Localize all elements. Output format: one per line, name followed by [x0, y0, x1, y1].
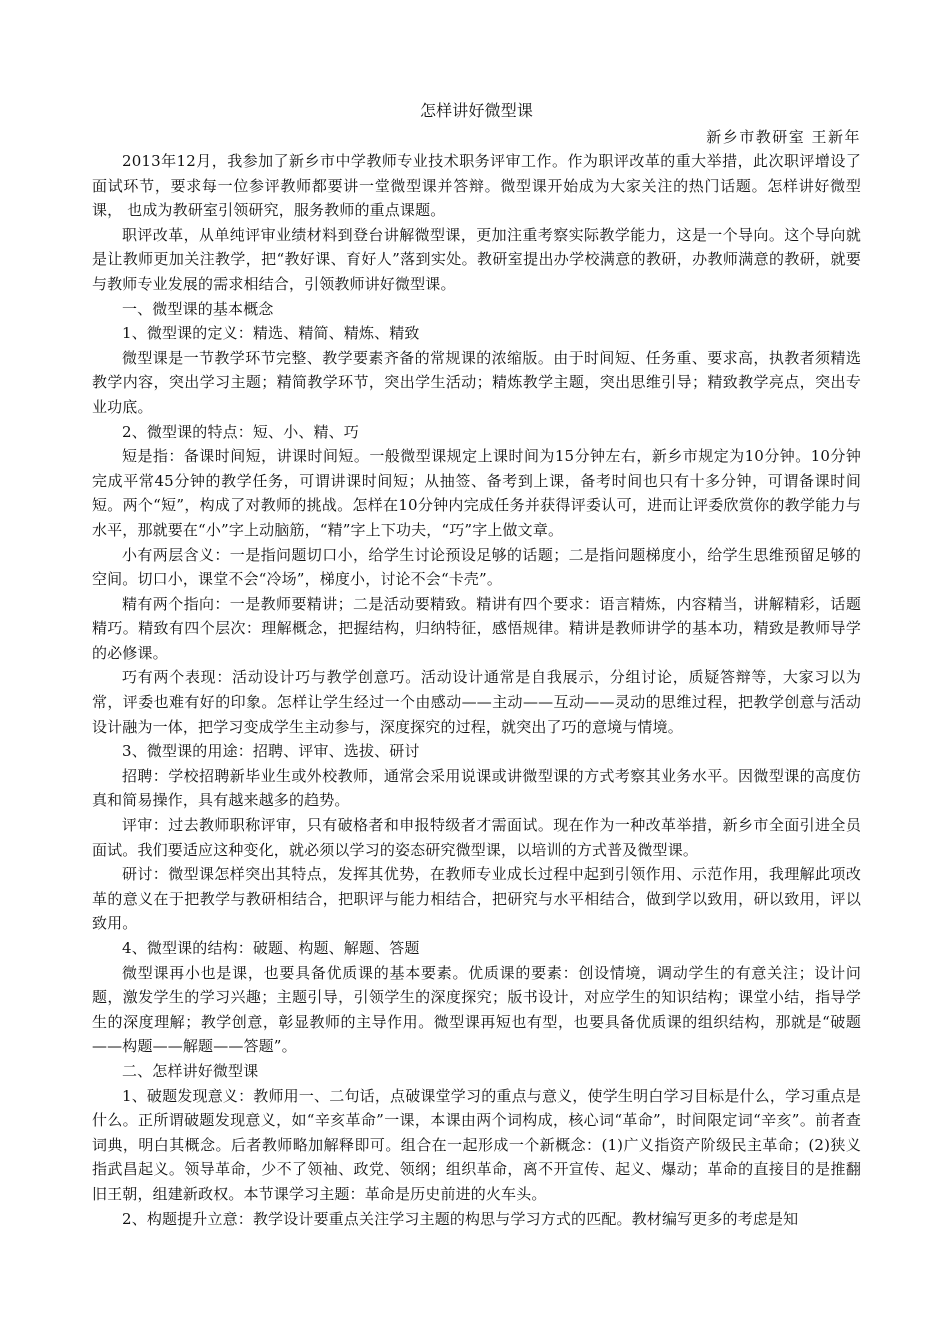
paragraph: 2013年12月，我参加了新乡市中学教师专业技术职务评审工作。作为职评改革的重大举措，此次职评增设了面试环节，要求每一位参评教师都要讲一堂微型课并答辩。微型课开始成为大家关注的热门话题。怎样讲好微型课， 也成为教研室引领研究，服务教师的重点课题。 — [92, 152, 861, 220]
paragraph: 2、构题提升立意：教学设计要重点关注学习主题的构思与学习方式的匹配。教材编写更多的考虑是知 — [122, 1209, 799, 1228]
paragraph: 微型课是一节教学环节完整、教学要素齐备的常规课的浓缩版。由于时间短、任务重、要求高，执教者须精选教学内容，突出学习主题；精简教学环节，突出学生活动；精炼教学主题，突出思维引导；精致教学亮点，突出专业功底。 — [92, 348, 861, 416]
subsection-heading: 2、微型课的特点：短、小、精、巧 — [122, 422, 359, 441]
author-line: 新乡市教研室 王新年 — [706, 128, 861, 146]
paragraph: 巧有两个表现：活动设计巧与教学创意巧。活动设计通常是自我展示，分组讨论，质疑答辩等，大家习以为常，评委也难有好的印象。怎样让学生经过一个由感动——主动——互动——灵动的思维过程，把教学创意与活动设计融为一体，把学习变成学生主动参与，深度探究的过程，就突出了巧的意境与情境。 — [92, 668, 861, 736]
section-heading: 一、微型课的基本概念 — [122, 299, 274, 318]
document-title: 怎样讲好微型课 — [419, 101, 534, 120]
subsection-heading: 3、微型课的用途：招聘、评审、选拔、研讨 — [122, 742, 420, 761]
paragraph: 短是指：备课时间短，讲课时间短。一般微型课规定上课时间为15分钟左右，新乡市规定为10分钟。10分钟完成平常45分钟的教学任务，可谓讲课时间短；从抽签、备考到上课，备考时间也只有十多分钟，可谓备课时间短。两个“短”，构成了对教师的挑战。怎样在10分钟内完成任务并获得评委认可，进而让评委欣赏你的教学能力与水平，那就要在“小”字上动脑筋，“精”字上下功夫，“巧”字上做文章。 — [92, 447, 861, 539]
section-heading: 二、怎样讲好微型课 — [122, 1061, 259, 1080]
paragraph: 1、破题发现意义：教师用一、二句话，点破课堂学习的重点与意义，使学生明白学习目标是什么，学习重点是什么。正所谓破题发现意义，如“辛亥革命”一课，本课由两个词构成，核心词“革命”，时间限定词“辛亥”。前者查词典，明白其概念。后者教师略加解释即可。组合在一起形成一个新概念：(1)广义指资产阶级民主革命；(2)狭义指武昌起义。领导革命，少不了领袖、政党、领纲；组织革命，离不开宣传、起义、爆动；革命的直接目的是推翻旧王朝，组建新政权。本节课学习主题：革命是历史前进的火车头。 — [92, 1086, 861, 1203]
paragraph: 研讨：微型课怎样突出其特点，发挥其优势，在教师专业成长过程中起到引领作用、示范作用，我理解此项改革的意义在于把教学与教研相结合，把职评与能力相结合，把研究与水平相结合，做到学以致用，研以致用，评以致用。 — [92, 865, 861, 933]
paragraph: 职评改革，从单纯评审业绩材料到登台讲解微型课，更加注重考察实际教学能力，这是一个导向。这个导向就是让教师更加关注教学，把“教好课、育好人”落到实处。教研室提出办学校满意的教研，办教师满意的教研，就要与教师专业发展的需求相结合，引领教师讲好微型课。 — [92, 225, 861, 293]
paragraph: 微型课再小也是课，也要具备优质课的基本要素。优质课的要素：创设情境，调动学生的有意关注；设计问题，激发学生的学习兴趣；主题引导，引领学生的深度探究；版书设计，对应学生的知识结构；课堂小结，指导学生的深度理解；教学创意，彰显教师的主导作用。微型课再短也有型，也要具备优质课的组织结构，那就是“破题——构题——解题——答题”。 — [92, 963, 861, 1056]
paragraph: 评审：过去教师职称评审，只有破格者和申报特级者才需面试。现在作为一种改革举措，新乡市全面引进全员面试。我们要适应这种变化，就必须以学习的姿态研究微型课，以培训的方式普及微型课。 — [92, 816, 861, 859]
document-page — [92, 97, 861, 1231]
paragraph: 小有两层含义：一是指问题切口小，给学生讨论预设足够的话题；二是指问题梯度小，给学生思维预留足够的空间。切口小，课堂不会“冷场”，梯度小，讨论不会“卡壳”。 — [92, 545, 861, 589]
paragraph: 招聘：学校招聘新毕业生或外校教师，通常会采用说课或讲微型课的方式考察其业务水平。因微型课的高度仿真和简易操作，具有越来越多的趋势。 — [92, 766, 861, 810]
paragraph: 精有两个指向：一是教师要精讲；二是活动要精致。精讲有四个要求：语言精炼，内容精当，讲解精彩，话题精巧。精致有四个层次：理解概念，把握结构，归纳特征，感悟规律。精讲是教师讲学的基本功，精致是教师导学的必修课。 — [92, 594, 861, 662]
subsection-heading: 1、微型课的定义：精选、精简、精炼、精致 — [122, 324, 420, 343]
subsection-heading: 4、微型课的结构：破题、构题、解题、答题 — [122, 939, 420, 957]
